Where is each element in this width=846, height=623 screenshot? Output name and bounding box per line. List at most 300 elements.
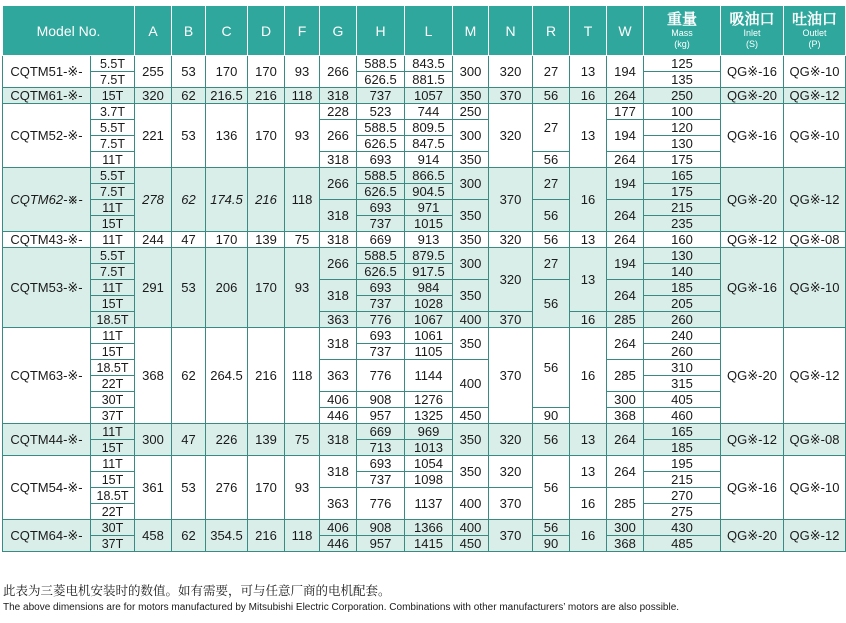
cell-N: 320 bbox=[489, 456, 533, 488]
cell-L: 866.5 bbox=[405, 168, 453, 184]
cell-G: 363 bbox=[320, 360, 357, 392]
model-cell: CQTM64-※- bbox=[3, 520, 91, 552]
cell-H: 737 bbox=[357, 296, 405, 312]
cell-N: 320 bbox=[489, 424, 533, 456]
cell-W: 285 bbox=[607, 312, 644, 328]
cell-G: 318 bbox=[320, 456, 357, 488]
cell-F: 118 bbox=[285, 520, 320, 552]
cell-A: 244 bbox=[135, 232, 172, 248]
cell-M: 250 bbox=[453, 104, 489, 120]
cell-G: 266 bbox=[320, 120, 357, 152]
kw-cell: 15T bbox=[91, 344, 135, 360]
cell-H: 588.5 bbox=[357, 168, 405, 184]
cell-M: 350 bbox=[453, 456, 489, 488]
cell-C: 354.5 bbox=[206, 520, 248, 552]
cell-mass: 160 bbox=[644, 232, 721, 248]
table-row bbox=[3, 232, 846, 248]
header-H: H bbox=[357, 6, 405, 56]
kw-cell: 22T bbox=[91, 376, 135, 392]
cell-H: 626.5 bbox=[357, 72, 405, 88]
cell-outlet: QG※-10 bbox=[784, 56, 846, 88]
model-cell: CQTM54-※- bbox=[3, 456, 91, 520]
kw-cell: 15T bbox=[91, 472, 135, 488]
header-mass bbox=[644, 6, 721, 56]
header-L: L bbox=[405, 6, 453, 56]
cell-H: 737 bbox=[357, 88, 405, 104]
cell-C: 264.5 bbox=[206, 328, 248, 424]
cell-T: 13 bbox=[570, 232, 607, 248]
table-row bbox=[3, 184, 846, 200]
cell-W: 264 bbox=[607, 456, 644, 488]
cell-mass: 235 bbox=[644, 216, 721, 232]
table-row bbox=[3, 392, 846, 408]
cell-R: 27 bbox=[533, 248, 570, 280]
cell-C: 170 bbox=[206, 56, 248, 88]
header-C: C bbox=[206, 6, 248, 56]
cell-M: 300 bbox=[453, 56, 489, 88]
cell-H: 693 bbox=[357, 328, 405, 344]
kw-cell: 3.7T bbox=[91, 104, 135, 120]
kw-cell: 11T bbox=[91, 232, 135, 248]
table-row bbox=[3, 56, 846, 72]
cell-T: 16 bbox=[570, 88, 607, 104]
cell-A: 221 bbox=[135, 104, 172, 168]
cell-A: 458 bbox=[135, 520, 172, 552]
cell-H: 669 bbox=[357, 424, 405, 440]
table-row bbox=[3, 296, 846, 312]
cell-mass: 100 bbox=[644, 104, 721, 120]
cell-R: 56 bbox=[533, 152, 570, 168]
cell-D: 170 bbox=[248, 104, 285, 168]
cell-C: 226 bbox=[206, 424, 248, 456]
cell-H: 693 bbox=[357, 152, 405, 168]
cell-B: 53 bbox=[172, 456, 206, 520]
table-row bbox=[3, 424, 846, 440]
kw-cell: 15T bbox=[91, 88, 135, 104]
kw-cell: 22T bbox=[91, 504, 135, 520]
cell-R: 90 bbox=[533, 536, 570, 552]
model-cell: CQTM62-※- bbox=[3, 168, 91, 232]
header-inlet-en: Inlet bbox=[743, 28, 761, 38]
table-row bbox=[3, 104, 846, 120]
cell-H: 737 bbox=[357, 472, 405, 488]
cell-B: 62 bbox=[172, 520, 206, 552]
cell-H: 588.5 bbox=[357, 120, 405, 136]
cell-inlet: QG※-20 bbox=[721, 520, 784, 552]
cell-H: 626.5 bbox=[357, 184, 405, 200]
cell-outlet: QG※-12 bbox=[784, 88, 846, 104]
table-row bbox=[3, 456, 846, 472]
cell-L: 914 bbox=[405, 152, 453, 168]
cell-W: 194 bbox=[607, 168, 644, 200]
cell-G: 266 bbox=[320, 168, 357, 200]
cell-B: 53 bbox=[172, 56, 206, 88]
cell-mass: 260 bbox=[644, 312, 721, 328]
cell-inlet: QG※-16 bbox=[721, 248, 784, 328]
cell-H: 957 bbox=[357, 536, 405, 552]
cell-L: 1105 bbox=[405, 344, 453, 360]
model-cell: CQTM53-※- bbox=[3, 248, 91, 328]
header-inlet bbox=[721, 6, 784, 56]
cell-A: 368 bbox=[135, 328, 172, 424]
cell-W: 368 bbox=[607, 536, 644, 552]
cell-L: 809.5 bbox=[405, 120, 453, 136]
cell-C: 276 bbox=[206, 456, 248, 520]
header-G: G bbox=[320, 6, 357, 56]
header-B: B bbox=[172, 6, 206, 56]
header-mass-unit: (kg) bbox=[674, 39, 690, 49]
kw-cell: 7.5T bbox=[91, 136, 135, 152]
cell-D: 216 bbox=[248, 328, 285, 424]
cell-L: 879.5 bbox=[405, 248, 453, 264]
table-row bbox=[3, 88, 846, 104]
cell-mass: 185 bbox=[644, 280, 721, 296]
kw-cell: 11T bbox=[91, 200, 135, 216]
cell-M: 450 bbox=[453, 536, 489, 552]
cell-mass: 405 bbox=[644, 392, 721, 408]
table-row bbox=[3, 472, 846, 488]
table-row bbox=[3, 152, 846, 168]
cell-G: 266 bbox=[320, 56, 357, 88]
cell-T: 13 bbox=[570, 56, 607, 88]
header-R: R bbox=[533, 6, 570, 56]
cell-L: 904.5 bbox=[405, 184, 453, 200]
cell-L: 1015 bbox=[405, 216, 453, 232]
cell-inlet: QG※-20 bbox=[721, 168, 784, 232]
cell-A: 300 bbox=[135, 424, 172, 456]
table-row bbox=[3, 440, 846, 456]
cell-R: 90 bbox=[533, 408, 570, 424]
cell-inlet: QG※-12 bbox=[721, 424, 784, 456]
cell-outlet: QG※-10 bbox=[784, 456, 846, 520]
table-row bbox=[3, 520, 846, 536]
cell-mass: 175 bbox=[644, 184, 721, 200]
header-outlet-en: Outlet bbox=[802, 28, 827, 38]
cell-W: 264 bbox=[607, 152, 644, 168]
cell-A: 320 bbox=[135, 88, 172, 104]
cell-M: 400 bbox=[453, 360, 489, 408]
cell-R: 27 bbox=[533, 168, 570, 200]
cell-L: 969 bbox=[405, 424, 453, 440]
cell-L: 984 bbox=[405, 280, 453, 296]
cell-inlet: QG※-20 bbox=[721, 328, 784, 424]
cell-G: 406 bbox=[320, 520, 357, 536]
dimension-table bbox=[2, 5, 846, 552]
cell-F: 75 bbox=[285, 232, 320, 248]
cell-N: 370 bbox=[489, 488, 533, 520]
cell-M: 350 bbox=[453, 232, 489, 248]
cell-H: 588.5 bbox=[357, 248, 405, 264]
table-row bbox=[3, 200, 846, 216]
model-cell: CQTM61-※- bbox=[3, 88, 91, 104]
header-T: T bbox=[570, 6, 607, 56]
cell-T: 16 bbox=[570, 488, 607, 520]
cell-C: 174.5 bbox=[206, 168, 248, 232]
cell-inlet: QG※-16 bbox=[721, 456, 784, 520]
cell-H: 626.5 bbox=[357, 264, 405, 280]
cell-B: 53 bbox=[172, 248, 206, 328]
table-row bbox=[3, 248, 846, 264]
table-row bbox=[3, 328, 846, 344]
cell-M: 300 bbox=[453, 248, 489, 280]
cell-D: 170 bbox=[248, 248, 285, 328]
cell-L: 847.5 bbox=[405, 136, 453, 152]
cell-W: 194 bbox=[607, 248, 644, 280]
cell-G: 266 bbox=[320, 248, 357, 280]
cell-H: 693 bbox=[357, 280, 405, 296]
kw-cell: 5.5T bbox=[91, 56, 135, 72]
cell-H: 908 bbox=[357, 520, 405, 536]
table-row bbox=[3, 216, 846, 232]
cell-R: 56 bbox=[533, 456, 570, 520]
table-row bbox=[3, 312, 846, 328]
cell-M: 400 bbox=[453, 488, 489, 520]
cell-W: 264 bbox=[607, 200, 644, 232]
table-row bbox=[3, 536, 846, 552]
cell-R: 56 bbox=[533, 328, 570, 408]
cell-mass: 185 bbox=[644, 440, 721, 456]
footnote-chinese: 此表为三菱电机安装时的数值。如有需要，可与任意厂商的电机配套。 bbox=[3, 583, 391, 598]
cell-B: 62 bbox=[172, 328, 206, 424]
cell-M: 350 bbox=[453, 152, 489, 168]
cell-outlet: QG※-10 bbox=[784, 248, 846, 328]
kw-cell: 30T bbox=[91, 520, 135, 536]
table-row bbox=[3, 120, 846, 136]
cell-M: 350 bbox=[453, 424, 489, 456]
cell-M: 450 bbox=[453, 408, 489, 424]
cell-mass: 165 bbox=[644, 168, 721, 184]
cell-mass: 205 bbox=[644, 296, 721, 312]
cell-B: 47 bbox=[172, 424, 206, 456]
kw-cell: 7.5T bbox=[91, 72, 135, 88]
cell-M: 300 bbox=[453, 120, 489, 152]
cell-mass: 460 bbox=[644, 408, 721, 424]
cell-L: 1098 bbox=[405, 472, 453, 488]
cell-W: 194 bbox=[607, 56, 644, 88]
cell-G: 446 bbox=[320, 536, 357, 552]
cell-T: 13 bbox=[570, 104, 607, 168]
cell-W: 264 bbox=[607, 328, 644, 360]
cell-G: 318 bbox=[320, 88, 357, 104]
cell-L: 913 bbox=[405, 232, 453, 248]
header-row bbox=[3, 6, 846, 56]
cell-T: 13 bbox=[570, 456, 607, 488]
cell-T: 16 bbox=[570, 312, 607, 328]
cell-mass: 270 bbox=[644, 488, 721, 504]
cell-W: 264 bbox=[607, 88, 644, 104]
kw-cell: 11T bbox=[91, 152, 135, 168]
cell-H: 693 bbox=[357, 456, 405, 472]
cell-L: 1061 bbox=[405, 328, 453, 344]
cell-N: 370 bbox=[489, 168, 533, 232]
cell-H: 776 bbox=[357, 360, 405, 392]
cell-mass: 260 bbox=[644, 344, 721, 360]
cell-mass: 195 bbox=[644, 456, 721, 472]
header-inlet-unit: (S) bbox=[746, 39, 758, 49]
kw-cell: 5.5T bbox=[91, 120, 135, 136]
header-A: A bbox=[135, 6, 172, 56]
cell-D: 170 bbox=[248, 456, 285, 520]
cell-B: 62 bbox=[172, 168, 206, 232]
cell-inlet: QG※-12 bbox=[721, 232, 784, 248]
cell-G: 318 bbox=[320, 232, 357, 248]
cell-mass: 215 bbox=[644, 200, 721, 216]
cell-mass: 240 bbox=[644, 328, 721, 344]
cell-D: 139 bbox=[248, 424, 285, 456]
cell-L: 1137 bbox=[405, 488, 453, 520]
header-outlet-cn: 吐油口 bbox=[791, 11, 837, 28]
kw-cell: 15T bbox=[91, 440, 135, 456]
cell-G: 363 bbox=[320, 312, 357, 328]
cell-mass: 130 bbox=[644, 136, 721, 152]
cell-R: 56 bbox=[533, 520, 570, 536]
cell-mass: 315 bbox=[644, 376, 721, 392]
cell-W: 264 bbox=[607, 280, 644, 312]
cell-R: 56 bbox=[533, 88, 570, 104]
cell-A: 291 bbox=[135, 248, 172, 328]
header-M: M bbox=[453, 6, 489, 56]
cell-inlet: QG※-20 bbox=[721, 88, 784, 104]
cell-L: 1013 bbox=[405, 440, 453, 456]
cell-mass: 310 bbox=[644, 360, 721, 376]
cell-G: 406 bbox=[320, 392, 357, 408]
cell-D: 216 bbox=[248, 520, 285, 552]
cell-H: 523 bbox=[357, 104, 405, 120]
cell-W: 285 bbox=[607, 360, 644, 392]
cell-N: 320 bbox=[489, 56, 533, 88]
cell-mass: 120 bbox=[644, 120, 721, 136]
cell-M: 300 bbox=[453, 168, 489, 200]
table-row bbox=[3, 168, 846, 184]
cell-T: 13 bbox=[570, 248, 607, 312]
cell-W: 285 bbox=[607, 488, 644, 520]
cell-mass: 135 bbox=[644, 72, 721, 88]
header-F: F bbox=[285, 6, 320, 56]
cell-mass: 175 bbox=[644, 152, 721, 168]
cell-G: 318 bbox=[320, 200, 357, 232]
cell-G: 446 bbox=[320, 408, 357, 424]
table-row bbox=[3, 280, 846, 296]
header-outlet-unit: (P) bbox=[808, 39, 821, 49]
table-row bbox=[3, 488, 846, 504]
model-cell: CQTM63-※- bbox=[3, 328, 91, 424]
cell-mass: 250 bbox=[644, 88, 721, 104]
cell-inlet: QG※-16 bbox=[721, 56, 784, 88]
cell-B: 62 bbox=[172, 88, 206, 104]
cell-C: 216.5 bbox=[206, 88, 248, 104]
cell-mass: 275 bbox=[644, 504, 721, 520]
cell-H: 588.5 bbox=[357, 56, 405, 72]
header-outlet bbox=[784, 6, 846, 56]
cell-L: 1028 bbox=[405, 296, 453, 312]
cell-outlet: QG※-08 bbox=[784, 424, 846, 456]
cell-C: 136 bbox=[206, 104, 248, 168]
cell-outlet: QG※-12 bbox=[784, 168, 846, 232]
header-inlet-cn: 吸油口 bbox=[729, 11, 775, 28]
cell-B: 47 bbox=[172, 232, 206, 248]
cell-inlet: QG※-16 bbox=[721, 104, 784, 168]
cell-A: 361 bbox=[135, 456, 172, 520]
cell-M: 400 bbox=[453, 520, 489, 536]
cell-outlet: QG※-12 bbox=[784, 328, 846, 424]
cell-W: 368 bbox=[607, 408, 644, 424]
cell-outlet: QG※-10 bbox=[784, 104, 846, 168]
cell-outlet: QG※-12 bbox=[784, 520, 846, 552]
cell-M: 350 bbox=[453, 280, 489, 312]
cell-L: 971 bbox=[405, 200, 453, 216]
cell-R: 27 bbox=[533, 104, 570, 152]
cell-W: 300 bbox=[607, 392, 644, 408]
cell-L: 1415 bbox=[405, 536, 453, 552]
table-row bbox=[3, 408, 846, 424]
cell-F: 75 bbox=[285, 424, 320, 456]
cell-F: 118 bbox=[285, 88, 320, 104]
cell-L: 1144 bbox=[405, 360, 453, 392]
cell-M: 350 bbox=[453, 88, 489, 104]
cell-R: 56 bbox=[533, 232, 570, 248]
cell-mass: 130 bbox=[644, 248, 721, 264]
cell-mass: 165 bbox=[644, 424, 721, 440]
cell-F: 93 bbox=[285, 456, 320, 520]
cell-T: 16 bbox=[570, 520, 607, 552]
cell-M: 400 bbox=[453, 312, 489, 328]
cell-F: 93 bbox=[285, 248, 320, 328]
cell-H: 669 bbox=[357, 232, 405, 248]
header-N: N bbox=[489, 6, 533, 56]
kw-cell: 5.5T bbox=[91, 248, 135, 264]
cell-outlet: QG※-08 bbox=[784, 232, 846, 248]
cell-G: 318 bbox=[320, 424, 357, 456]
table-row bbox=[3, 360, 846, 376]
cell-L: 1325 bbox=[405, 408, 453, 424]
cell-C: 206 bbox=[206, 248, 248, 328]
cell-H: 737 bbox=[357, 344, 405, 360]
kw-cell: 18.5T bbox=[91, 312, 135, 328]
kw-cell: 11T bbox=[91, 456, 135, 472]
kw-cell: 30T bbox=[91, 392, 135, 408]
kw-cell: 37T bbox=[91, 408, 135, 424]
cell-T: 13 bbox=[570, 424, 607, 456]
footnote-english: The above dimensions are for motors manufactured by Mitsubishi Electric Corporation. Combinations with other manufacturers’ motors are also possible. bbox=[3, 602, 680, 613]
cell-G: 363 bbox=[320, 488, 357, 520]
cell-L: 1366 bbox=[405, 520, 453, 536]
cell-H: 693 bbox=[357, 200, 405, 216]
cell-R: 27 bbox=[533, 56, 570, 88]
cell-R: 56 bbox=[533, 424, 570, 456]
model-cell: CQTM52-※- bbox=[3, 104, 91, 168]
cell-N: 320 bbox=[489, 232, 533, 248]
cell-mass: 485 bbox=[644, 536, 721, 552]
kw-cell: 11T bbox=[91, 280, 135, 296]
cell-mass: 140 bbox=[644, 264, 721, 280]
cell-B: 53 bbox=[172, 104, 206, 168]
cell-L: 1276 bbox=[405, 392, 453, 408]
cell-D: 139 bbox=[248, 232, 285, 248]
cell-H: 776 bbox=[357, 312, 405, 328]
cell-L: 1054 bbox=[405, 456, 453, 472]
cell-F: 118 bbox=[285, 168, 320, 232]
cell-R: 56 bbox=[533, 280, 570, 328]
kw-cell: 7.5T bbox=[91, 184, 135, 200]
cell-H: 626.5 bbox=[357, 136, 405, 152]
table-row bbox=[3, 344, 846, 360]
cell-L: 881.5 bbox=[405, 72, 453, 88]
kw-cell: 11T bbox=[91, 328, 135, 344]
cell-G: 228 bbox=[320, 104, 357, 120]
kw-cell: 18.5T bbox=[91, 360, 135, 376]
model-cell: CQTM51-※- bbox=[3, 56, 91, 88]
cell-D: 216 bbox=[248, 168, 285, 232]
